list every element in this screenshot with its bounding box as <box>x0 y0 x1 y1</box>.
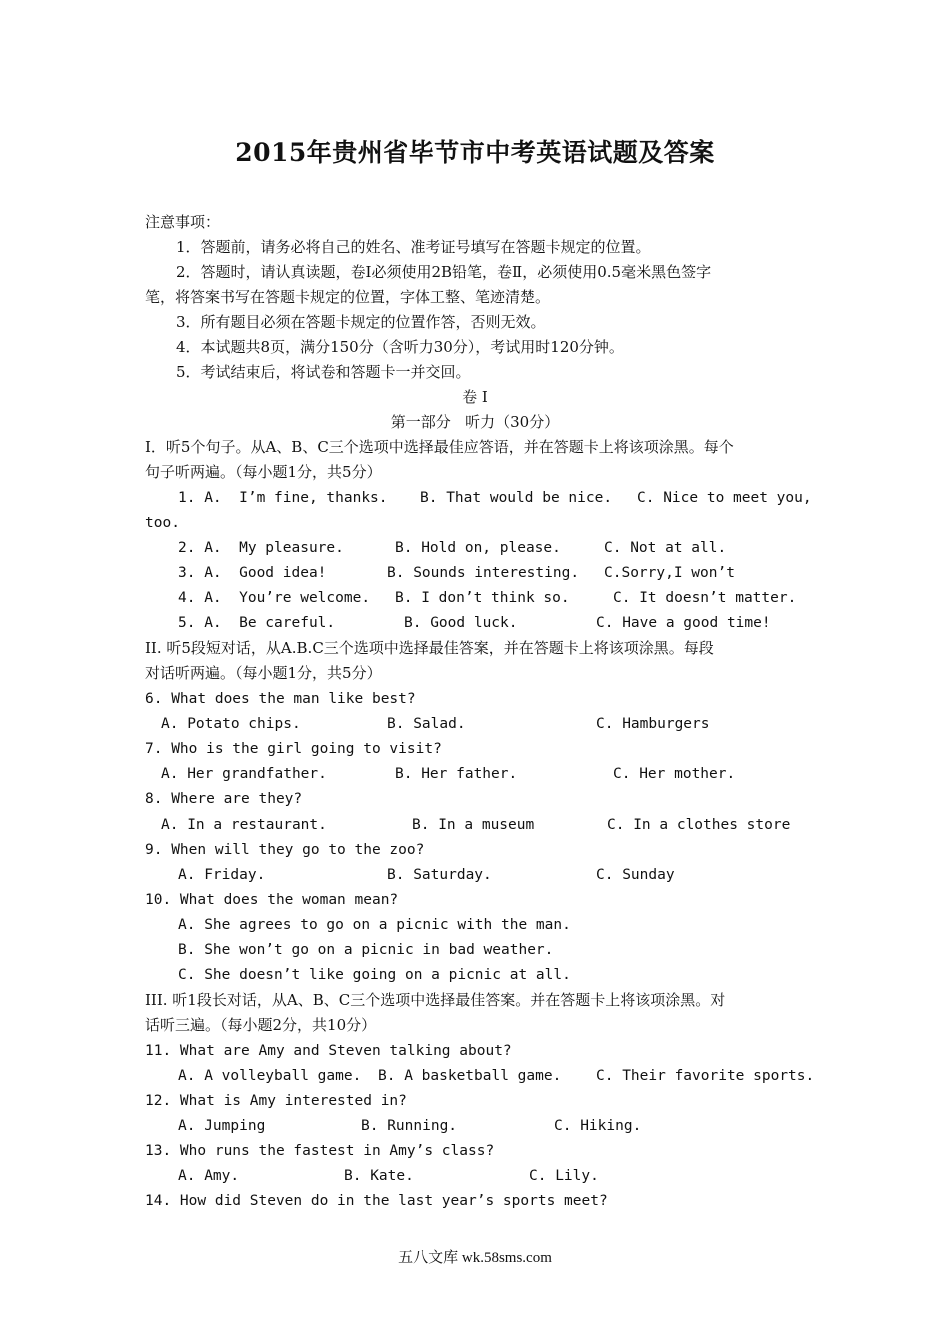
question-option: C. Have a good time! <box>596 615 771 631</box>
section-instruction: III. 听1段长对话，从A、B、C三个选项中选择最佳答案。并在答题卡上将该项涂黑。对 <box>145 991 726 1009</box>
question-option: A. Jumping <box>178 1118 266 1134</box>
question-option: B. In a museum <box>412 817 535 833</box>
question-option: B. Good luck. <box>404 615 518 631</box>
notice-item: 笔，将答案书写在答题卡规定的位置，字体工整、笔迹清楚。 <box>145 288 551 306</box>
notice-heading: 注意事项： <box>145 213 221 231</box>
question-option: C. Lily. <box>529 1168 599 1184</box>
page-footer: 五八文库 wk.58sms.com <box>398 1250 552 1266</box>
notice-item: 3．所有题目必须在答题卡规定的位置作答，否则无效。 <box>176 313 546 331</box>
question-option: A. Amy. <box>178 1168 240 1184</box>
section-instruction: II. 听5段短对话，从A.B.C三个选项中选择最佳答案，并在答题卡上将该项涂黑。每段 <box>145 639 714 657</box>
question-option: B. Kate. <box>344 1168 414 1184</box>
question-option: C. Hamburgers <box>596 716 710 732</box>
question-option: A. She agrees to go on a picnic with the man. <box>178 917 571 933</box>
question-option: C. Sunday <box>596 867 675 883</box>
question-option: C. In a clothes store <box>607 817 791 833</box>
question-option: B. Salad. <box>387 716 466 732</box>
question-option: B. Her father. <box>395 766 518 782</box>
question-option: 2. A. My pleasure. <box>178 540 344 556</box>
question-option: A. A volleyball game. <box>178 1068 362 1084</box>
question-option: B. That would be nice. <box>420 490 613 506</box>
notice-item: 4．本试题共8页，满分150分（含听力30分），考试用时120分钟。 <box>176 338 624 356</box>
question-option: B. I don’t think so. <box>395 590 570 606</box>
question-stem: 6. What does the man like best? <box>145 691 416 707</box>
question-option: C. Her mother. <box>613 766 736 782</box>
question-stem: 7. Who is the girl going to visit? <box>145 741 442 757</box>
question-option: C. Their favorite sports. <box>596 1068 815 1084</box>
section-instruction: 话听三遍。（每小题2分，共10分） <box>145 1016 377 1034</box>
question-stem: 14. How did Steven do in the last year’s sports meet? <box>145 1193 608 1209</box>
section-instruction: I．听5个句子。从A、B、C三个选项中选择最佳应答语，并在答题卡上将该项涂黑。每个 <box>145 438 734 456</box>
question-option: C. Not at all. <box>604 540 727 556</box>
question-option: B. A basketball game. <box>378 1068 562 1084</box>
volume-heading: 卷 Ⅰ <box>462 388 488 406</box>
question-option: 5. A. Be careful. <box>178 615 336 631</box>
question-option: C.Sorry,I won’t <box>604 565 735 581</box>
question-option: C. Hiking. <box>554 1118 642 1134</box>
question-option: B. She won’t go on a picnic in bad weather. <box>178 942 554 958</box>
notice-item: 1．答题前，请务必将自己的姓名、准考证号填写在答题卡规定的位置。 <box>176 238 651 256</box>
section-instruction: 对话听两遍。（每小题1分，共5分） <box>145 664 382 682</box>
question-stem: 12. What is Amy interested in? <box>145 1093 407 1109</box>
question-stem: 13. Who runs the fastest in Amy’s class? <box>145 1143 495 1159</box>
question-stem: 9. When will they go to the zoo? <box>145 842 425 858</box>
question-option: C. Nice to meet you, <box>637 490 812 506</box>
question-option: C. It doesn’t matter. <box>613 590 797 606</box>
question-option: too. <box>145 515 180 531</box>
question-option: 3. A. Good idea! <box>178 565 327 581</box>
question-option: 4. A. You’re welcome. <box>178 590 371 606</box>
question-stem: 10. What does the woman mean? <box>145 892 399 908</box>
question-option: B. Saturday. <box>387 867 492 883</box>
question-option: B. Running. <box>361 1118 458 1134</box>
question-option: A. Potato chips. <box>161 716 301 732</box>
part-heading: 第一部分 听力（30分） <box>390 413 560 431</box>
question-stem: 11. What are Amy and Steven talking about? <box>145 1043 512 1059</box>
question-option: B. Hold on, please. <box>395 540 561 556</box>
notice-item: 2．答题时，请认真读题，卷Ⅰ必须使用2B铅笔，卷Ⅱ，必须使用0.5毫米黑色签字 <box>176 263 712 281</box>
section-instruction: 句子听两遍。（每小题1分，共5分） <box>145 463 382 481</box>
question-option: 1. A. I’m fine, thanks. <box>178 490 388 506</box>
question-option: A. Her grandfather. <box>161 766 327 782</box>
notice-item: 5．考试结束后，将试卷和答题卡一并交回。 <box>176 363 471 381</box>
page-title: 2015年贵州省毕节市中考英语试题及答案 <box>235 138 715 167</box>
question-option: B. Sounds interesting. <box>387 565 580 581</box>
question-option: A. Friday. <box>178 867 266 883</box>
question-option: C. She doesn’t like going on a picnic at all. <box>178 967 571 983</box>
question-stem: 8. Where are they? <box>145 791 303 807</box>
question-option: A. In a restaurant. <box>161 817 327 833</box>
